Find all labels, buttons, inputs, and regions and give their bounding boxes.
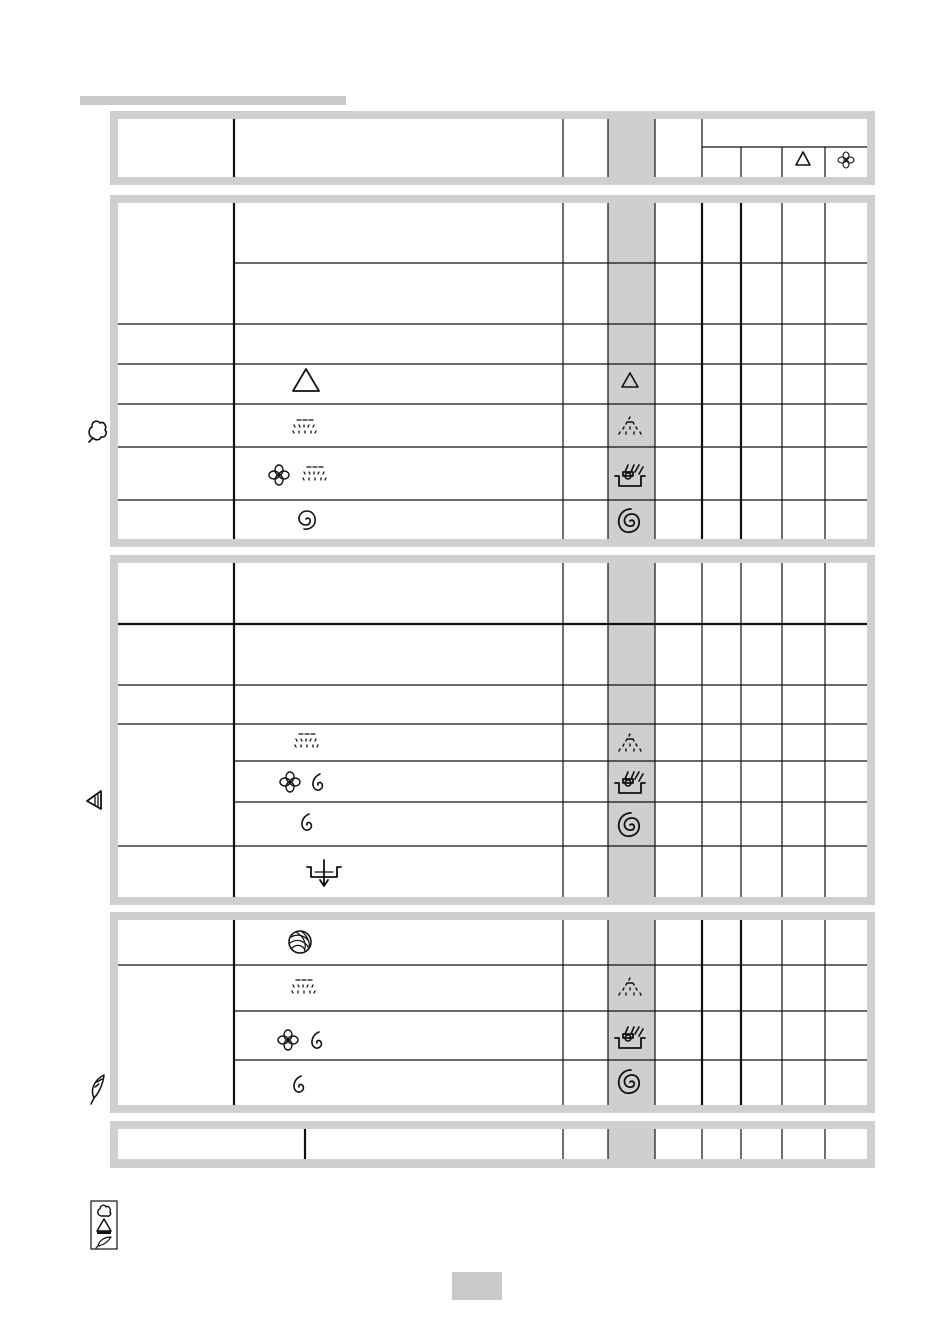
page-number-box: [452, 1272, 502, 1300]
legend-icon-stack: [91, 1201, 117, 1249]
cotton-side-icon: [89, 421, 106, 442]
synthetic-side-icon: [87, 791, 101, 809]
wool-side-feather-icon: [91, 1075, 104, 1104]
